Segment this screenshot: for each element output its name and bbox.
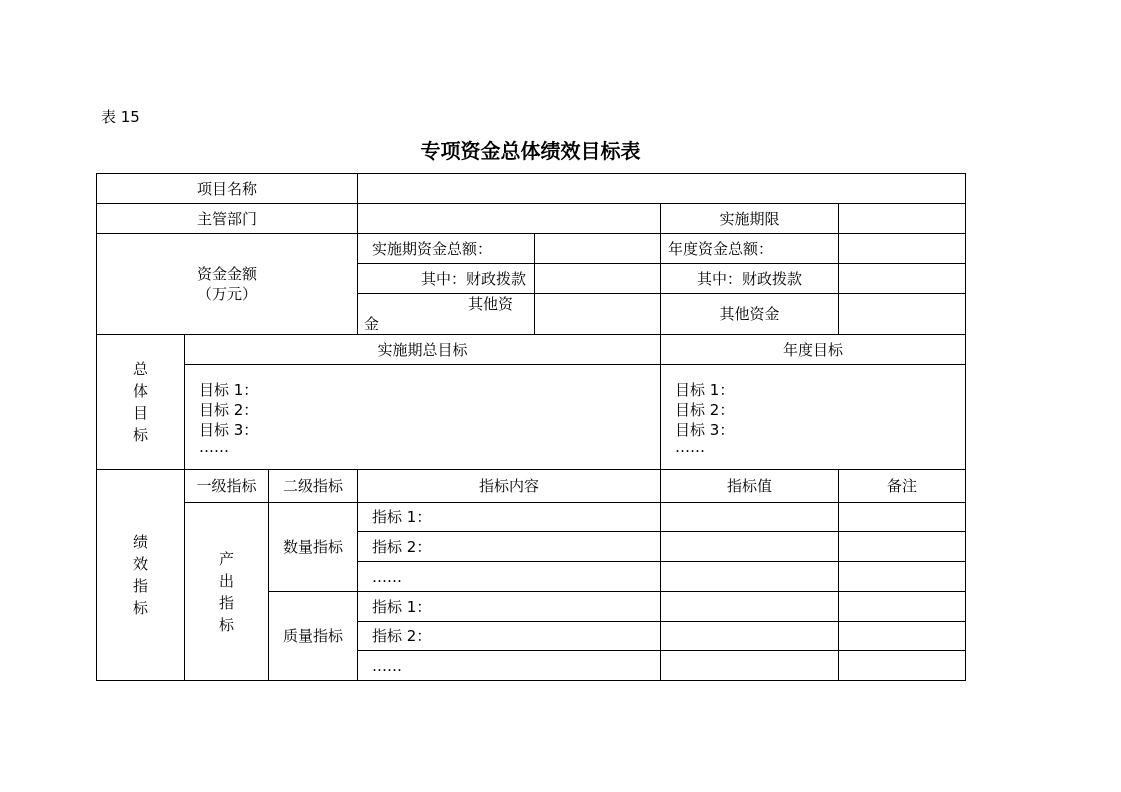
- quality-note-2[interactable]: [839, 622, 966, 651]
- period-label: 实施期限: [661, 204, 839, 234]
- year-other-funds-label: 其他资金: [661, 294, 839, 335]
- funds-amount-label: [97, 234, 358, 335]
- impl-goal-2: 目标 2：: [199, 401, 259, 419]
- quantity-value-3[interactable]: [661, 562, 839, 592]
- year-fiscal-value[interactable]: [839, 264, 966, 294]
- value-header: 指标值: [661, 470, 839, 503]
- quality-note-3[interactable]: [839, 651, 966, 681]
- year-goal-header: 年度目标: [661, 335, 966, 365]
- quality-note-1[interactable]: [839, 592, 966, 622]
- level2-header: 二级指标: [269, 470, 358, 503]
- overall-goal-label: [97, 335, 185, 470]
- quality-item-2[interactable]: 指标 2：: [358, 622, 661, 651]
- year-fiscal-label: 其中：财政拨款: [661, 264, 839, 294]
- quality-indicator-label: 质量指标: [269, 592, 358, 681]
- quantity-note-3[interactable]: [839, 562, 966, 592]
- impl-other-line2: 金: [364, 315, 380, 333]
- department-label: 主管部门: [97, 204, 358, 234]
- content-header: 指标内容: [358, 470, 661, 503]
- year-goal-1: 目标 1：: [675, 381, 735, 399]
- quantity-note-2[interactable]: [839, 532, 966, 562]
- page-title: 专项资金总体绩效目标表: [420, 139, 641, 163]
- year-goal-more: ……: [675, 438, 706, 456]
- impl-fiscal-label: 其中：财政拨款: [358, 264, 535, 294]
- period-value[interactable]: [839, 204, 966, 234]
- table-number: 表 15: [101, 108, 140, 126]
- impl-other-funds-value[interactable]: [535, 294, 661, 335]
- overall-goal-text: 总体目标: [132, 360, 148, 444]
- department-value[interactable]: [358, 204, 661, 234]
- level1-header: 一级指标: [185, 470, 269, 503]
- quantity-indicator-label: 数量指标: [269, 503, 358, 592]
- impl-goal-3: 目标 3：: [199, 421, 259, 439]
- year-total-funds-value[interactable]: [839, 234, 966, 264]
- output-indicator-text: 产出指标: [218, 549, 234, 634]
- quality-value-2[interactable]: [661, 622, 839, 651]
- impl-goal-more: ……: [199, 438, 229, 456]
- year-goal-3: 目标 3：: [675, 421, 735, 439]
- year-goals-cell[interactable]: [661, 365, 966, 470]
- quality-value-3[interactable]: [661, 651, 839, 681]
- quantity-value-2[interactable]: [661, 532, 839, 562]
- indicators-text: 绩效指标: [132, 533, 148, 617]
- quantity-item-1[interactable]: 指标 1：: [358, 503, 661, 532]
- impl-total-funds-value[interactable]: [535, 234, 661, 264]
- year-total-funds-label: 年度资金总额：: [661, 234, 839, 264]
- year-goal-2: 目标 2：: [675, 401, 735, 419]
- quality-value-1[interactable]: [661, 592, 839, 622]
- impl-total-funds-label: 实施期资金总额：: [358, 234, 535, 264]
- impl-other-line1: 其他资: [468, 295, 514, 313]
- project-name-value[interactable]: [358, 174, 966, 204]
- note-header: 备注: [839, 470, 966, 503]
- project-name-label: 项目名称: [97, 174, 358, 204]
- quality-item-1[interactable]: 指标 1：: [358, 592, 661, 622]
- output-indicator-label: [185, 503, 269, 681]
- quality-item-more[interactable]: ……: [358, 651, 661, 681]
- quantity-value-1[interactable]: [661, 503, 839, 532]
- indicators-label: [97, 470, 185, 681]
- year-other-funds-value[interactable]: [839, 294, 966, 335]
- impl-goal-1: 目标 1：: [199, 381, 259, 399]
- impl-goals-cell[interactable]: [185, 365, 661, 470]
- impl-goal-header: 实施期总目标: [185, 335, 661, 365]
- performance-goal-table: [96, 173, 966, 681]
- quantity-item-more[interactable]: ……: [358, 562, 661, 592]
- funds-label: 资金金额: [197, 265, 258, 283]
- funds-unit: （万元）: [197, 285, 258, 303]
- impl-fiscal-value[interactable]: [535, 264, 661, 294]
- quantity-item-2[interactable]: 指标 2：: [358, 532, 661, 562]
- quantity-note-1[interactable]: [839, 503, 966, 532]
- impl-other-funds-label: [358, 294, 535, 335]
